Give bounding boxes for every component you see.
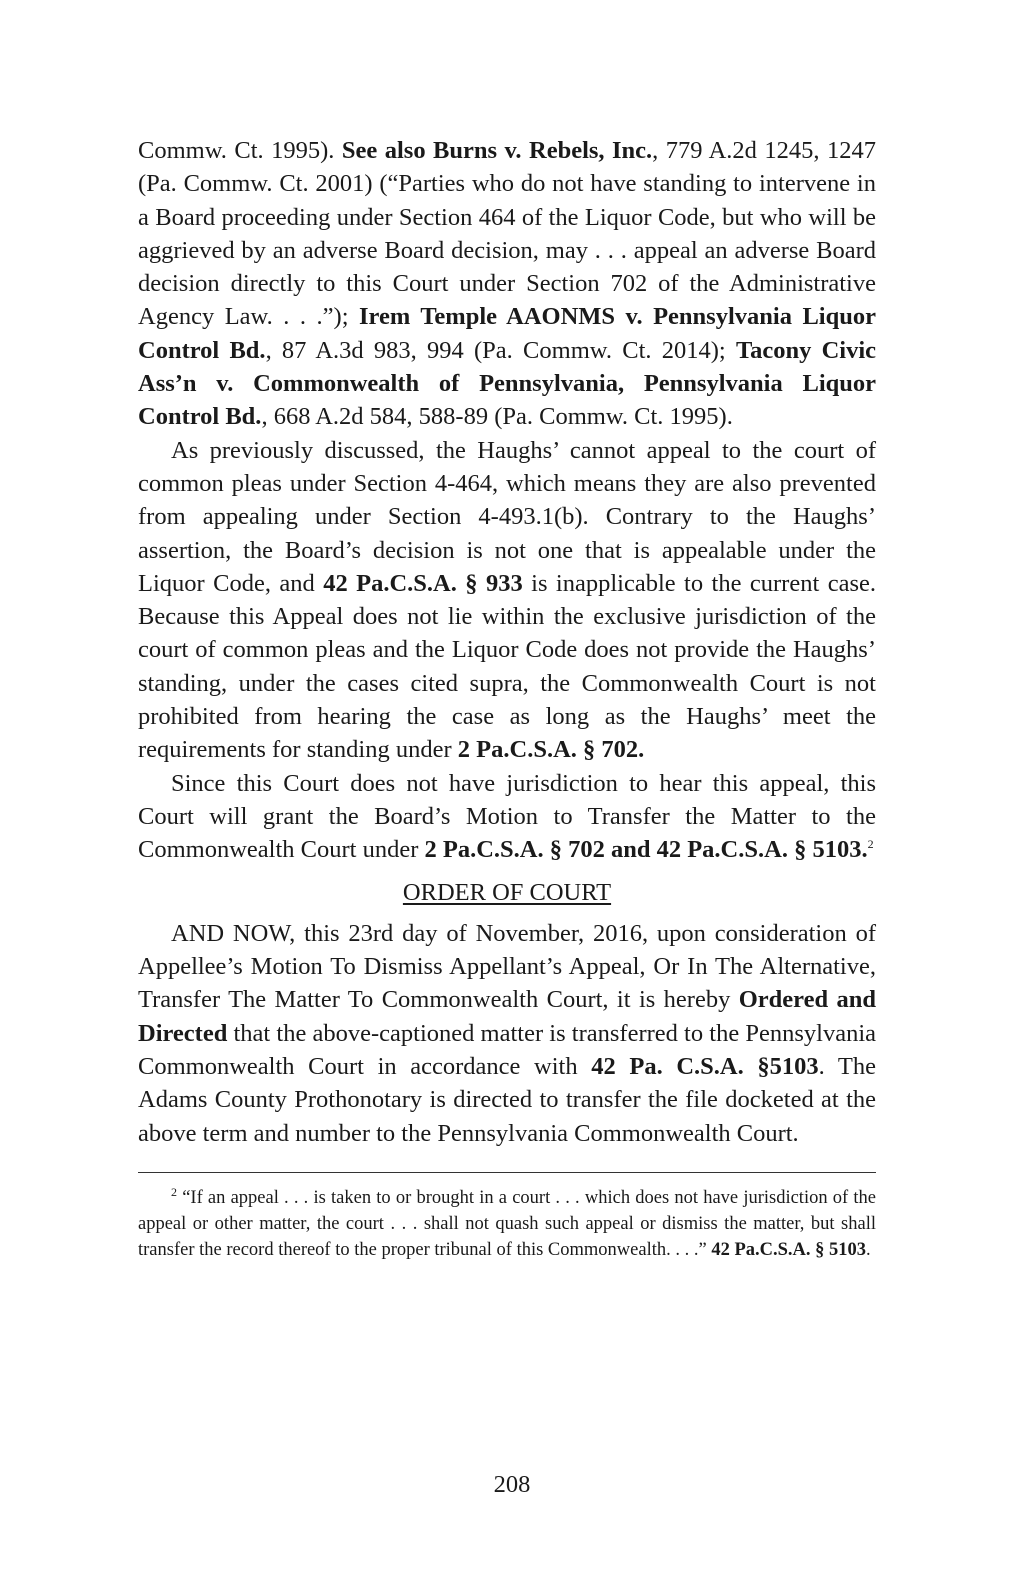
text-run: Since this Court does not have jurisdiction to hear this appeal, this Court will grant the Board’s Motion to Transfer the Matter to the Commonwealth Court under bbox=[138, 769, 876, 864]
statute-citation: 2 Pa.C.S.A. § 702 and 42 Pa.C.S.A. § 5103. bbox=[424, 836, 868, 864]
text-run: , 779 A.2d 1245, 1247 (Pa. Commw. Ct. 2001) (“Parties who do not have standing to intervene in a Board proceeding under Section 464 of the Liquor Code, but who will be aggrieved by an adverse Board decision, may . . . appeal an adverse Board decision directly to this Court under Section 702 of the Administrative Agency Law. . . .”); bbox=[138, 137, 876, 331]
text-run: As previously discussed, the Haughs’ cannot appeal to the court of common pleas under Section 4-464, which means they are also prevented from appealing under Section 4-493.1(b). Contrary to the Haughs’ assertion, the Board’s decision is not one that is appealable under the Liquor Code, and bbox=[138, 436, 876, 597]
text-run: that the above-captioned matter is transferred to the Pennsylvania Commonwealth Court in accordance with bbox=[138, 1019, 876, 1081]
footnote-divider bbox=[138, 1172, 876, 1173]
statute-citation: 42 Pa. C.S.A. §5103 bbox=[591, 1053, 819, 1081]
case-citation-tacony: Tacony Civic Ass’n v. Commonwealth of Pennsylvania, Pennsylvania Liquor Control Bd. bbox=[138, 336, 877, 431]
text-run: . bbox=[866, 1239, 871, 1260]
page-body bbox=[138, 134, 876, 1263]
text-run: “If an appeal . . . is taken to or brought in a court . . . which does not have jurisdiction of the appeal or other matter, the court . . . shall not quash such appeal or dismiss the matter, but shall transfer the record thereof to the proper tribunal of this Commonwealth. . . .” bbox=[138, 1187, 876, 1260]
statute-citation: 42 Pa.C.S.A. § 5103 bbox=[711, 1239, 867, 1260]
paragraph-order bbox=[138, 917, 876, 1150]
case-citation-burns: See also Burns v. Rebels, Inc. bbox=[341, 137, 653, 164]
paragraph-standing-analysis bbox=[138, 434, 876, 767]
footnote bbox=[138, 1185, 876, 1263]
footnote-number: 2 bbox=[171, 1184, 177, 1199]
page-number: 208 bbox=[493, 1471, 531, 1498]
text-run: , 668 A.2d 584, 588-89 (Pa. Commw. Ct. 1995). bbox=[261, 403, 733, 431]
text-run: , 87 A.3d 983, 994 (Pa. Commw. Ct. 2014); bbox=[265, 336, 736, 364]
section-heading: ORDER OF COURT bbox=[402, 878, 612, 906]
statute-citation: 2 Pa.C.S.A. § 702. bbox=[457, 736, 645, 764]
paragraph-conclusion bbox=[138, 767, 876, 867]
case-citation-irem-temple: Irem Temple AAONMS v. Pennsylvania Liquor Control Bd. bbox=[138, 303, 876, 364]
text-run: is inapplicable to the current case. Because this Appeal does not lie within the exclusive jurisdiction of the court of common pleas and the Liquor Code does not provide the Haughs’ standing, under the cases cited supra, the Commonwealth Court is not prohibited from hearing the case as long as the Haughs’ meet the requirements for standing under bbox=[138, 569, 876, 764]
paragraph-case-citations bbox=[138, 134, 876, 434]
text-run: AND NOW, this 23rd day of November, 2016, upon consideration of Appellee’s Motion To Dismiss Appellant’s Appeal, Or In The Alternative, Transfer The Matter To Commonwealth Court, it is hereby bbox=[138, 919, 876, 1014]
order-directive: Ordered and Directed bbox=[138, 986, 876, 1047]
text-run: . The Adams County Prothonotary is directed to transfer the file docketed at the above term and number to the Pennsylvania Commonwealth Court. bbox=[138, 1053, 876, 1147]
text-run: Commw. Ct. 1995). bbox=[138, 137, 342, 164]
footnote-reference[interactable]: 2 bbox=[867, 837, 874, 852]
statute-citation: 42 Pa.C.S.A. § 933 bbox=[323, 569, 523, 597]
